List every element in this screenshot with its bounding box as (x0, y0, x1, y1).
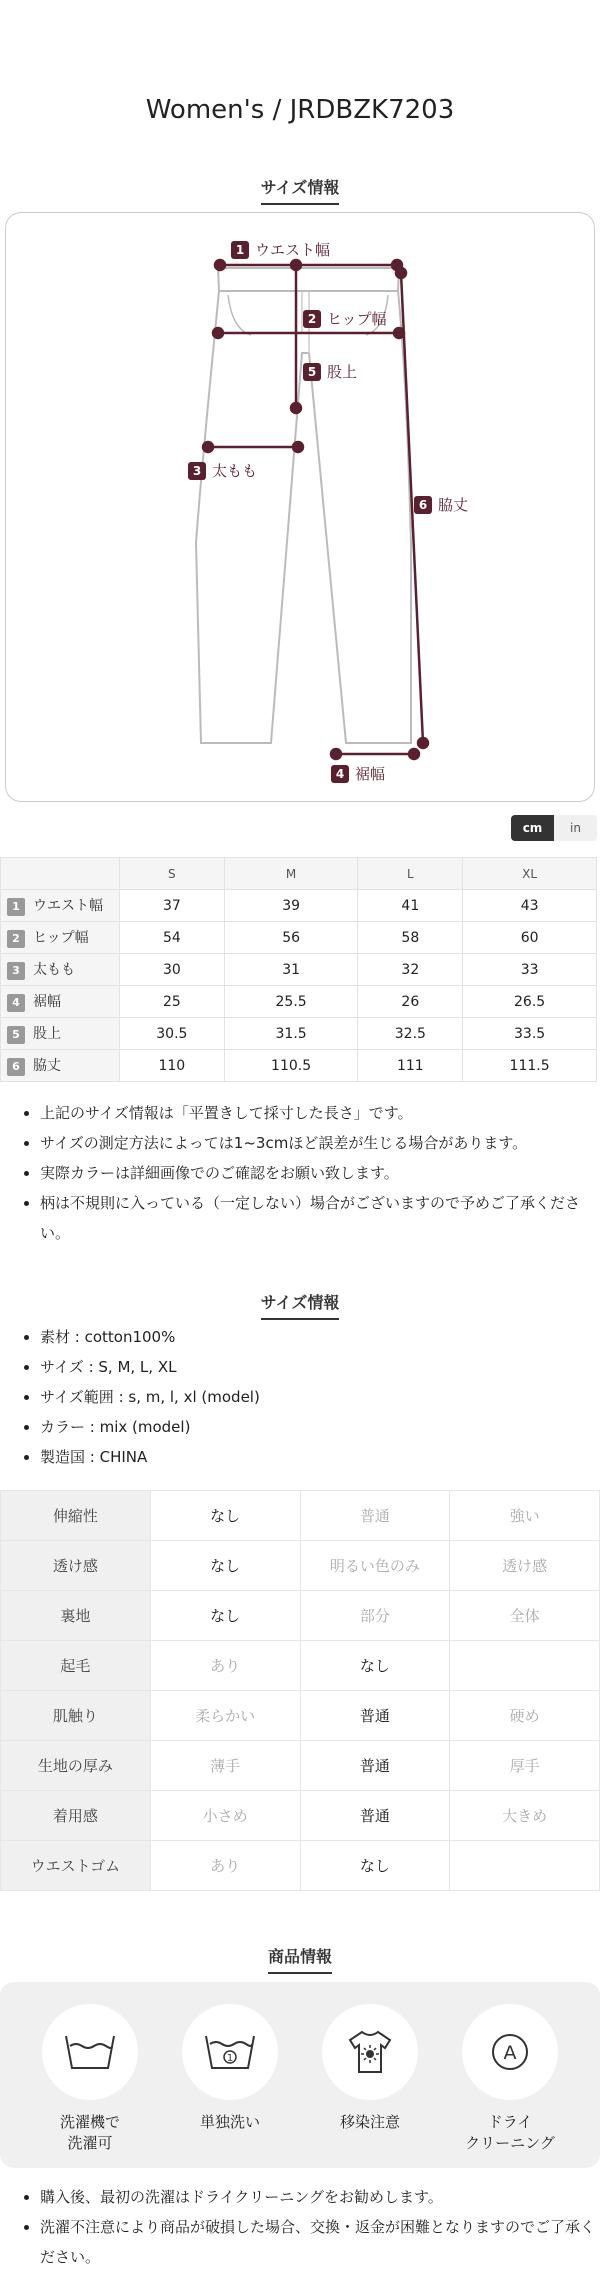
col-xl: XL (463, 858, 597, 890)
pants-illustration (6, 213, 596, 803)
product-info-list (0, 1322, 595, 1472)
feel-option: なし (150, 1541, 300, 1591)
table-row (1, 1791, 600, 1841)
table-row (1, 1491, 600, 1541)
list-item: • 購入後、最初の洗濯はドライクリーニングをお勧めします。 (40, 2182, 595, 2212)
product-info-heading: サイズ情報 (0, 1290, 600, 1320)
feel-option: あり (150, 1641, 300, 1691)
care-item-machine-wash: 洗濯機で 洗濯可 (20, 2004, 160, 2154)
size-notes-list (0, 1098, 595, 1248)
feel-row-label: 生地の厚み (1, 1741, 151, 1791)
feel-option: 明るい色のみ (300, 1541, 450, 1591)
dry-clean-icon (462, 2004, 558, 2100)
feel-option: 強い (450, 1491, 600, 1541)
hand-wash-icon (182, 2004, 278, 2100)
feel-option: 普通 (300, 1791, 450, 1841)
color-transfer-icon (322, 2004, 418, 2100)
feel-option: 普通 (300, 1741, 450, 1791)
label-hem: 4 裾幅 (331, 763, 385, 784)
pants-size-diagram (5, 212, 595, 802)
feel-option: なし (150, 1491, 300, 1541)
fabric-feel-table (0, 1490, 600, 1891)
label-waist: 1 ウエスト幅 (231, 239, 330, 260)
feel-option: 普通 (300, 1691, 450, 1741)
size-table-header (1, 858, 597, 890)
feel-option (450, 1841, 600, 1891)
table-row (1, 1741, 600, 1791)
table-row (1, 1841, 600, 1891)
table-row: 1 ウエスト幅 37 39 41 43 (1, 890, 597, 922)
feel-row-label: 伸縮性 (1, 1491, 151, 1541)
feel-option: なし (300, 1641, 450, 1691)
care-item-hand-wash: 1 単独洗い (160, 2004, 300, 2133)
feel-row-label: 起毛 (1, 1641, 151, 1691)
page-title: Women's / JRDBZK7203 (145, 95, 455, 125)
feel-option: 硬め (450, 1691, 600, 1741)
label-outseam: 6 脇丈 (414, 494, 468, 515)
unit-toggle[interactable] (511, 815, 597, 841)
feel-option: あり (150, 1841, 300, 1891)
table-row: 2 ヒップ幅 54 56 58 60 (1, 922, 597, 954)
care-item-color-transfer: 移染注意 (300, 2004, 440, 2133)
list-item: • サイズ範囲 : s, m, l, xl (model) (40, 1382, 595, 1412)
svg-text:1: 1 (226, 2053, 234, 2064)
feel-option: 普通 (300, 1491, 450, 1541)
care-item-dry-clean: A ドライ クリーニング (440, 2004, 580, 2154)
label-rise: 5 股上 (303, 361, 357, 382)
feel-option: 厚手 (450, 1741, 600, 1791)
table-row (1, 1691, 600, 1741)
feel-option: なし (300, 1841, 450, 1891)
table-row: 4 裾幅 25 25.5 26 26.5 (1, 986, 597, 1018)
col-s: S (120, 858, 225, 890)
col-m: M (224, 858, 358, 890)
table-row: 5 股上 30.5 31.5 32.5 33.5 (1, 1018, 597, 1050)
col-l: L (358, 858, 463, 890)
list-item: • 柄は不規則に入っている（一定しない）場合がございますので予めご了承ください。 (40, 1188, 595, 1248)
care-heading: 商品情報 (0, 1944, 600, 1974)
list-item: • サイズ : S, M, L, XL (40, 1352, 595, 1382)
feel-option: 薄手 (150, 1741, 300, 1791)
list-item: • カラー : mix (model) (40, 1412, 595, 1442)
list-item: • 洗濯不注意により商品が破損した場合、交換・返金が困難となりますのでご了承ください。 (40, 2212, 595, 2272)
feel-option (450, 1641, 600, 1691)
table-row (1, 1591, 600, 1641)
feel-option: 全体 (450, 1591, 600, 1641)
machine-wash-icon (42, 2004, 138, 2100)
feel-option: 小さめ (150, 1791, 300, 1841)
feel-row-label: 裏地 (1, 1591, 151, 1641)
unit-cm-button[interactable]: cm (511, 815, 554, 841)
feel-option: 大きめ (450, 1791, 600, 1841)
table-row: 3 太もも 30 31 32 33 (1, 954, 597, 986)
feel-option: なし (150, 1591, 300, 1641)
size-diagram-heading: サイズ情報 (0, 175, 600, 205)
table-row: 6 脇丈 110 110.5 111 111.5 (1, 1050, 597, 1082)
list-item: • 素材 : cotton100% (40, 1322, 595, 1352)
table-row (1, 1641, 600, 1691)
feel-option: 透け感 (450, 1541, 600, 1591)
feel-row-label: 透け感 (1, 1541, 151, 1591)
list-item: • 実際カラーは詳細画像でのご確認をお願い致します。 (40, 1158, 595, 1188)
label-hip: 2 ヒップ幅 (303, 308, 387, 329)
size-table (0, 857, 597, 1082)
feel-row-label: 着用感 (1, 1791, 151, 1841)
svg-text:A: A (503, 2042, 517, 2064)
label-thigh: 3 太もも (188, 460, 257, 481)
list-item: • 上記のサイズ情報は「平置きして採寸した長さ」です。 (40, 1098, 595, 1128)
list-item: • 製造国 : CHINA (40, 1442, 595, 1472)
care-instructions (0, 1982, 600, 2168)
list-item: • サイズの測定方法によっては1~3cmほど誤差が生じる場合があります。 (40, 1128, 595, 1158)
feel-option: 柔らかい (150, 1691, 300, 1741)
unit-in-button[interactable]: in (554, 815, 597, 841)
care-notes-list (0, 2182, 595, 2272)
feel-row-label: ウエストゴム (1, 1841, 151, 1891)
feel-row-label: 肌触り (1, 1691, 151, 1741)
table-row (1, 1541, 600, 1591)
feel-option: 部分 (300, 1591, 450, 1641)
